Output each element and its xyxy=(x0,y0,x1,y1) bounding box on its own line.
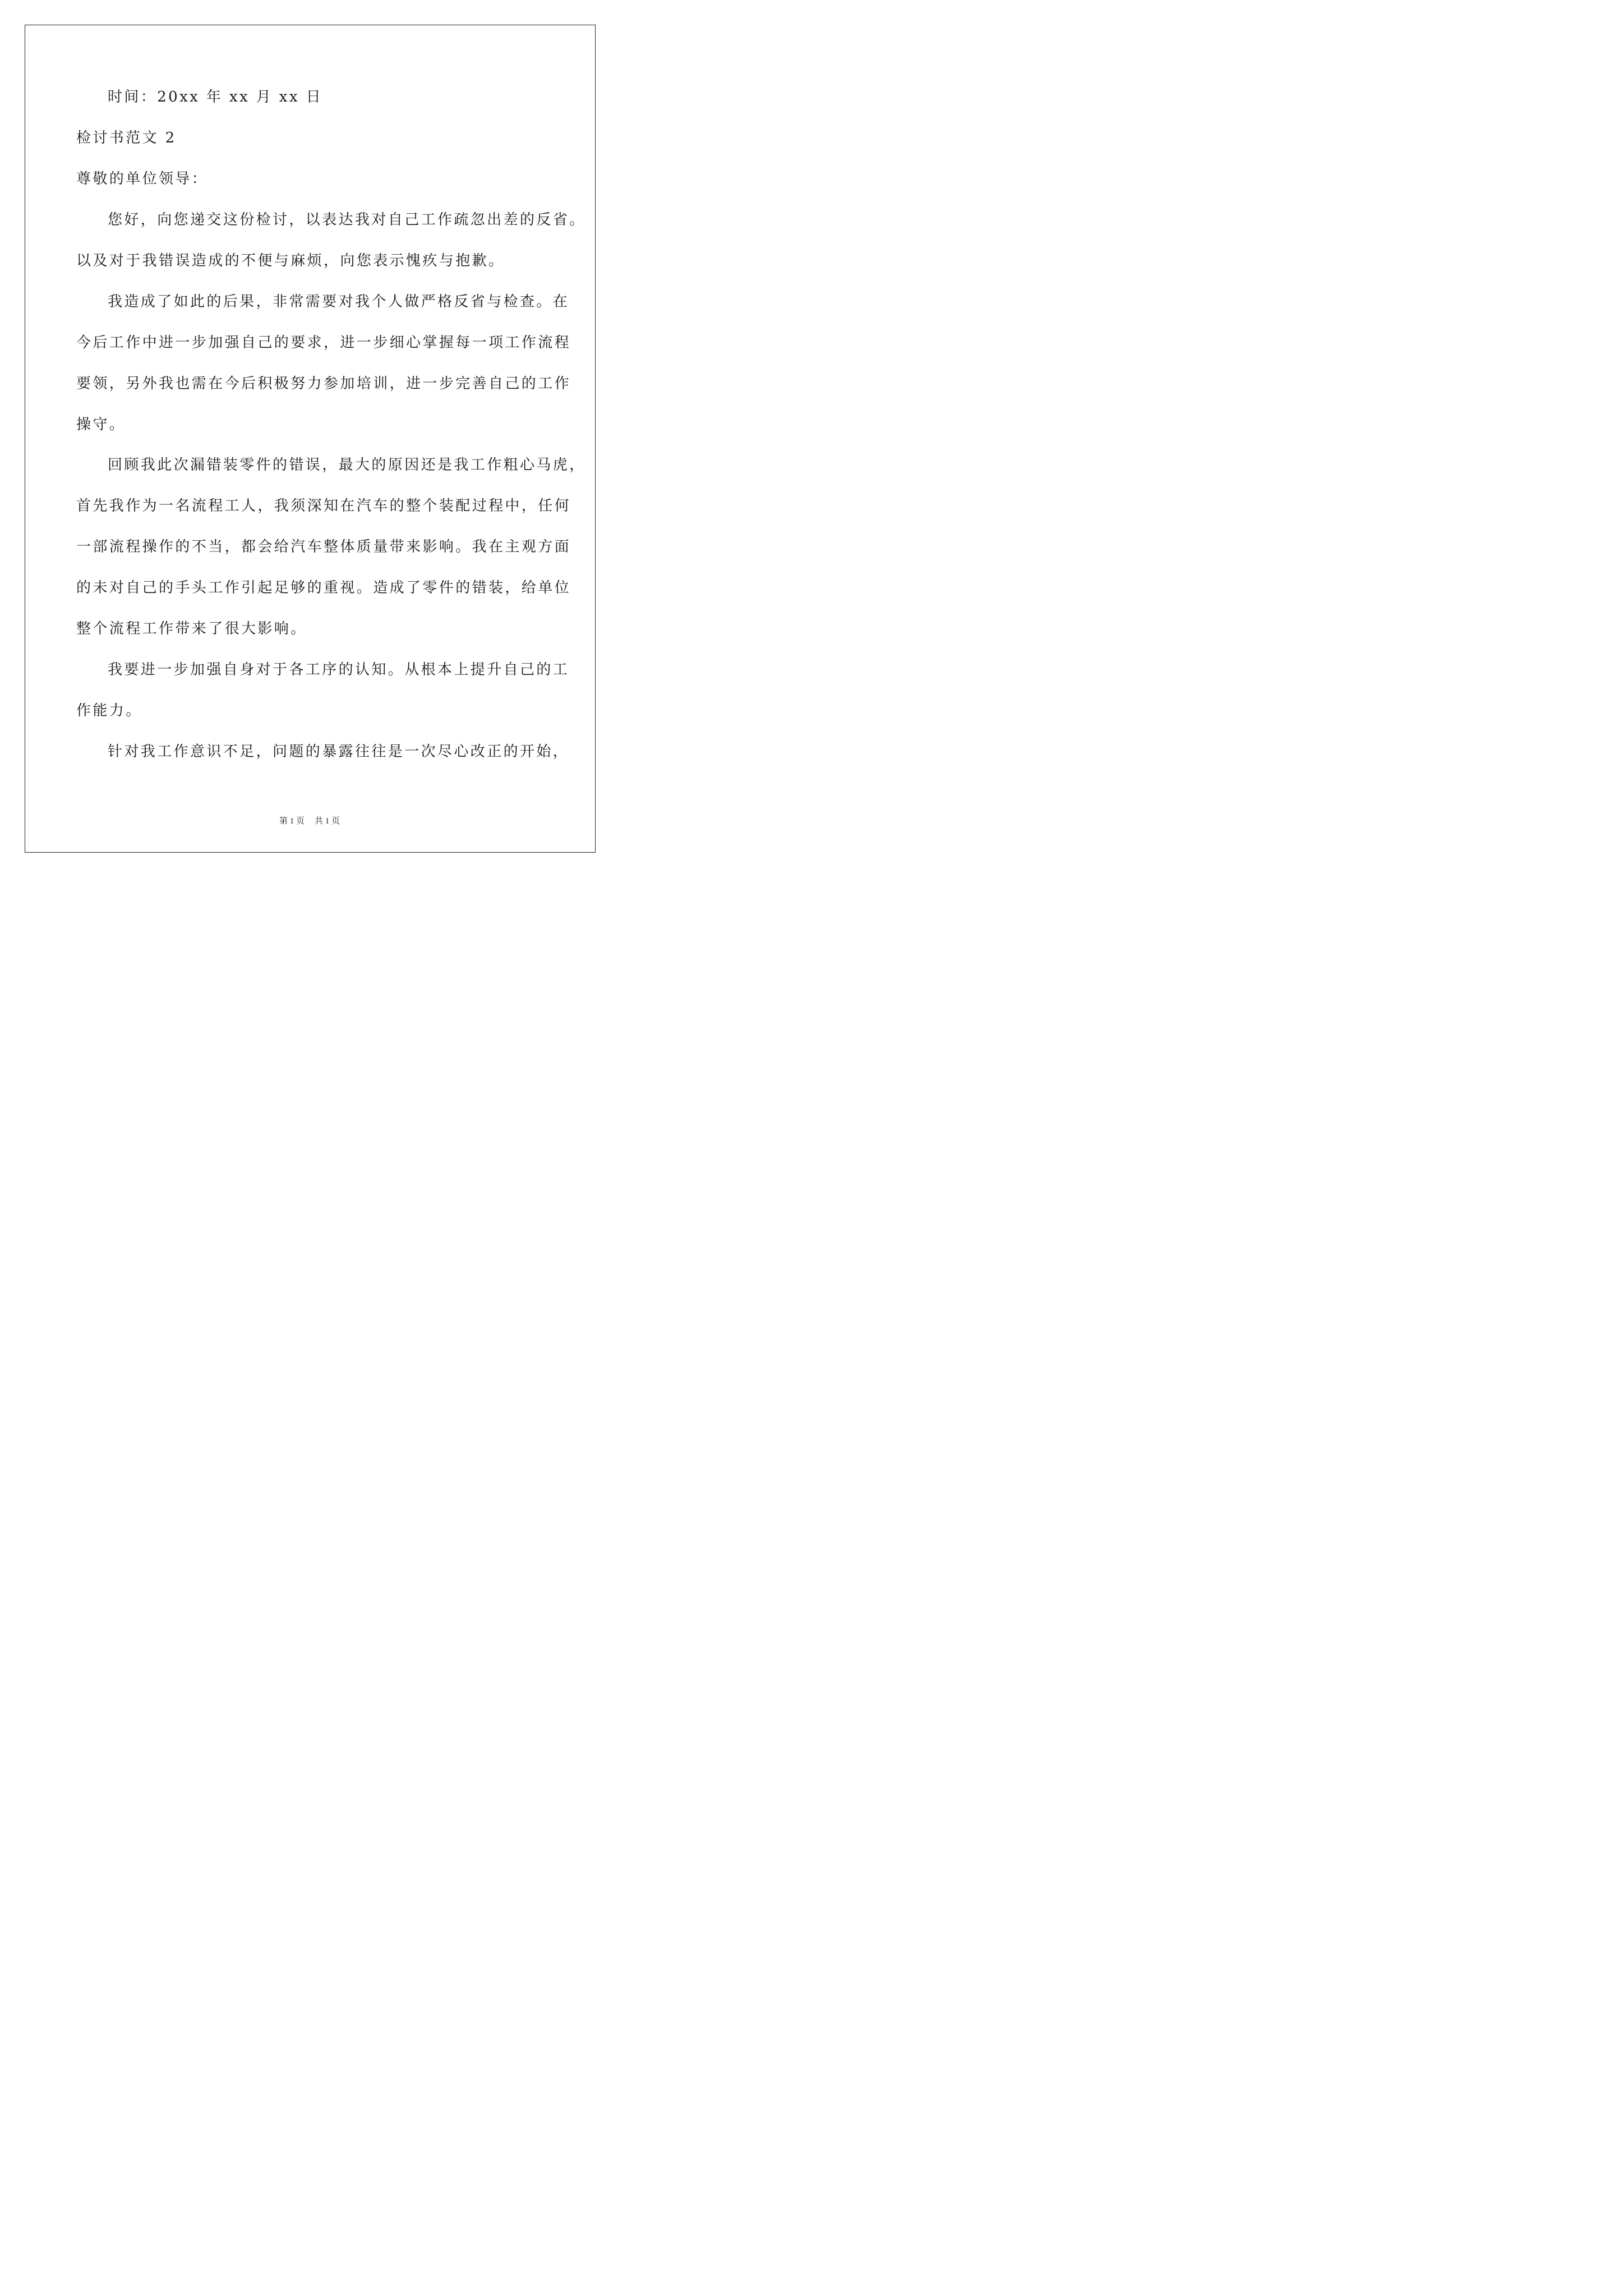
paragraph-line: 我造成了如此的后果，非常需要对我个人做严格反省与检查。在 xyxy=(108,293,570,310)
paragraph-line: 要领，另外我也需在今后积极努力参加培训，进一步完善自己的工作 xyxy=(76,375,571,392)
paragraph-line: 您好，向您递交这份检讨，以表达我对自己工作疏忽出差的反省。 xyxy=(108,211,586,228)
paragraph-line: 我要进一步加强自身对于各工序的认知。从根本上提升自己的工 xyxy=(108,661,570,678)
page-footer xyxy=(0,816,619,827)
paragraph-line: 一部流程操作的不当，都会给汽车整体质量带来影响。我在主观方面 xyxy=(76,539,571,555)
paragraph-line: 的未对自己的手头工作引起足够的重视。造成了零件的错装，给单位 xyxy=(76,579,571,596)
paragraph-line: 以及对于我错误造成的不便与麻烦，向您表示愧疚与抱歉。 xyxy=(76,252,505,269)
page-number: 第 1 页 xyxy=(279,817,305,826)
salutation: 尊敬的单位领导： xyxy=(76,171,209,187)
date-line: 时间：20xx 年 xx 月 xx 日 xyxy=(108,89,322,105)
section-title: 检讨书范文 2 xyxy=(76,130,177,146)
paragraph-line: 首先我作为一名流程工人，我须深知在汽车的整个装配过程中，任何 xyxy=(76,498,571,514)
page-border xyxy=(25,25,596,853)
paragraph-line: 整个流程工作带来了很大影响。 xyxy=(76,620,307,637)
paragraph-line: 回顾我此次漏错装零件的错误，最大的原因还是我工作粗心马虎， xyxy=(108,457,586,473)
page-total: 共 1 页 xyxy=(315,817,340,826)
paragraph-line: 操守。 xyxy=(76,416,126,433)
paragraph-line: 针对我工作意识不足，问题的暴露往往是一次尽心改正的开始， xyxy=(108,743,570,760)
paragraph-line: 今后工作中进一步加强自己的要求，进一步细心掌握每一项工作流程 xyxy=(76,334,571,351)
paragraph-line: 作能力。 xyxy=(76,702,142,719)
